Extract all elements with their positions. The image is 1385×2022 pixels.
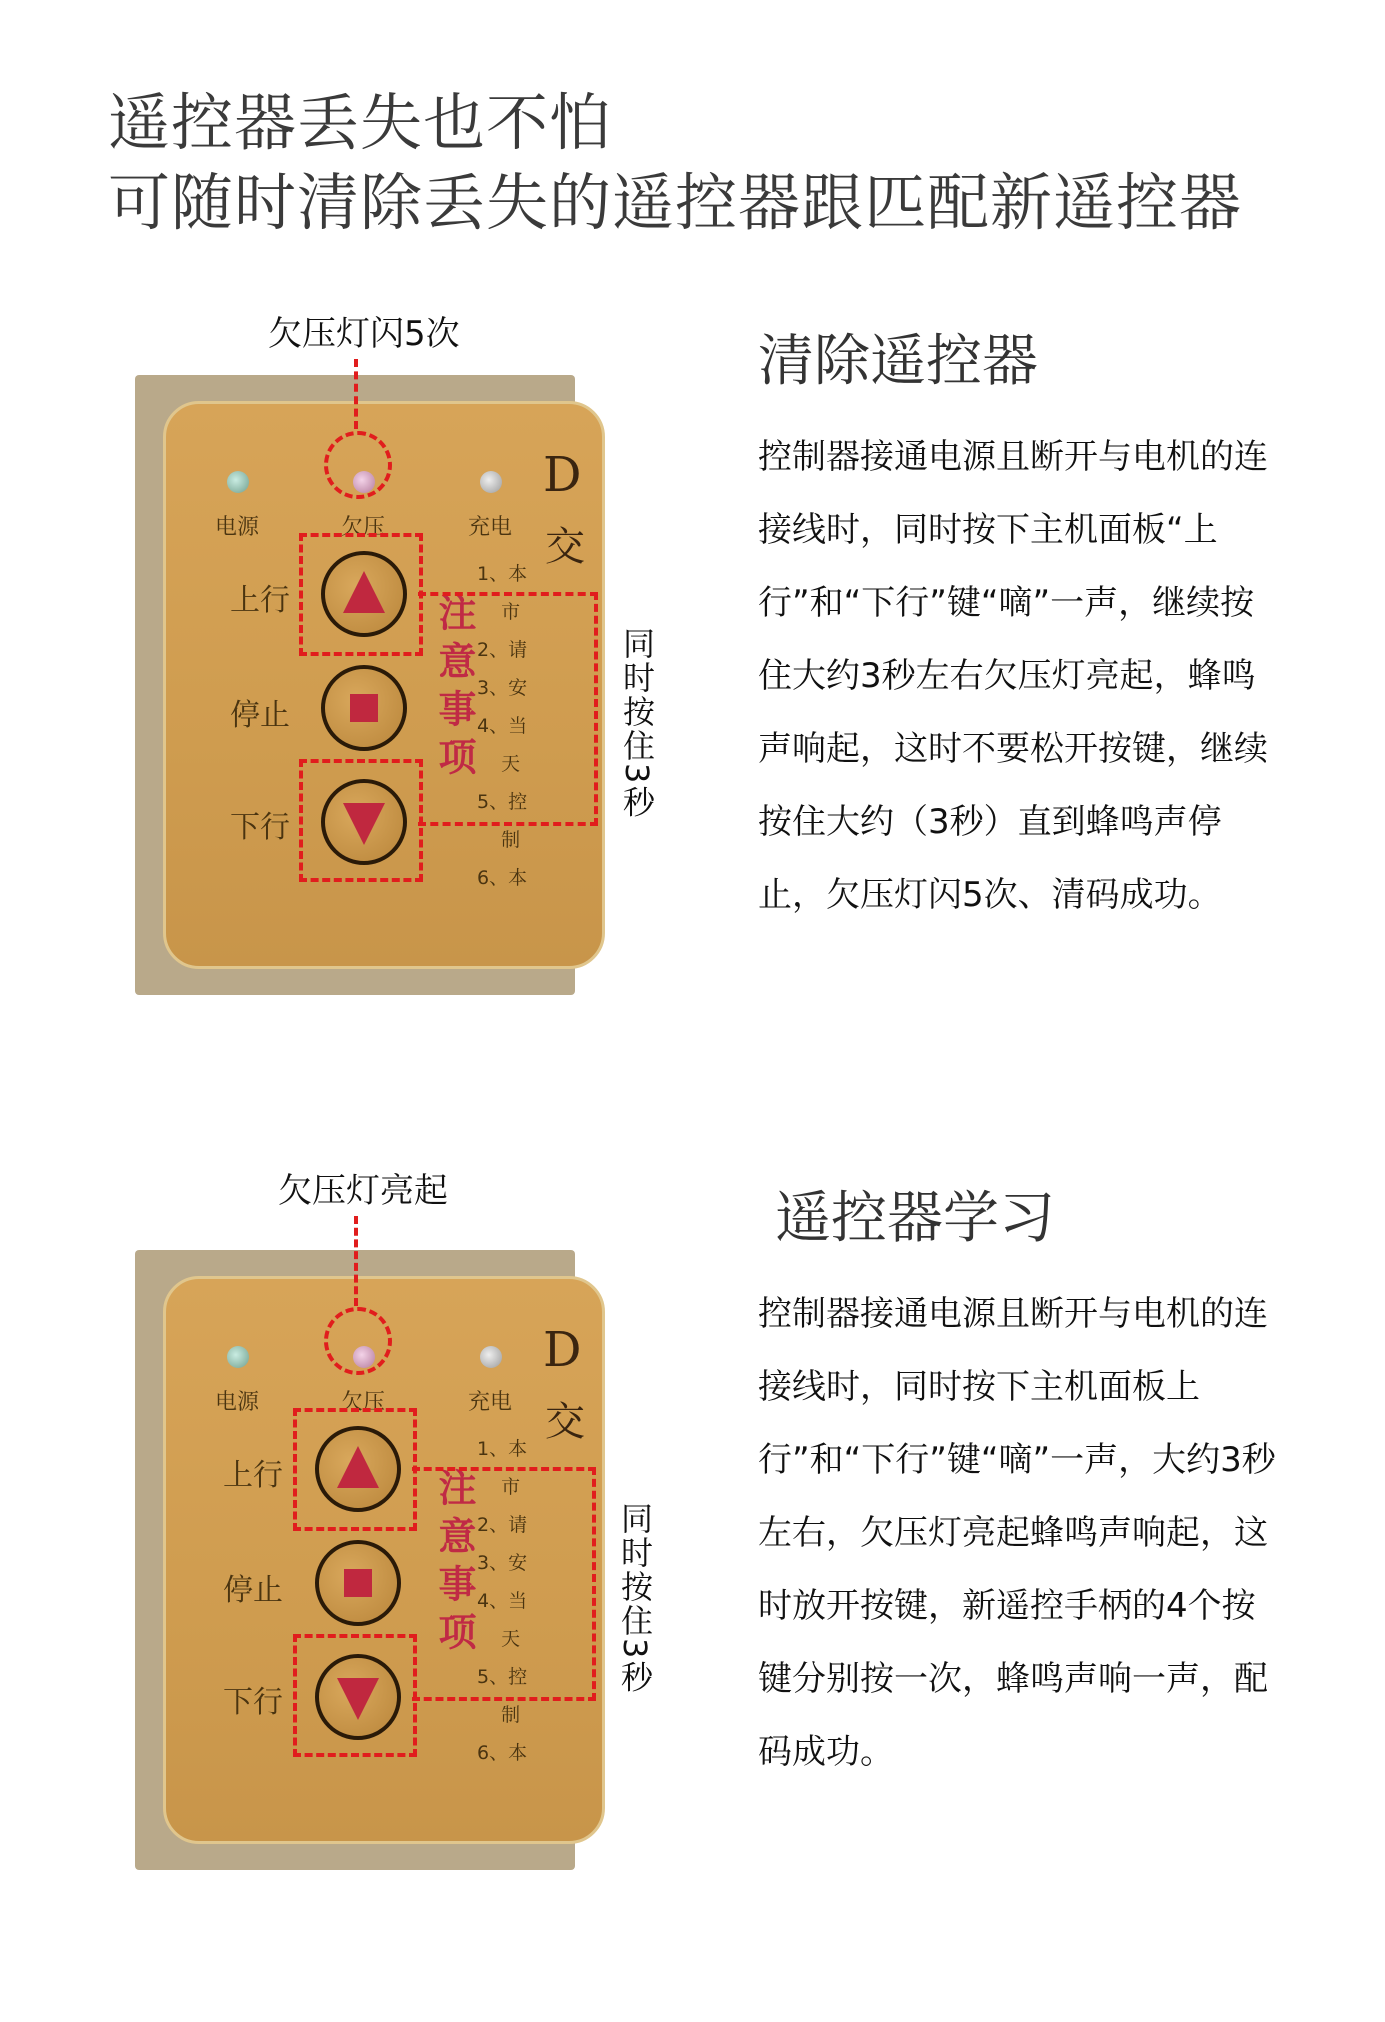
charge-led-icon bbox=[480, 1346, 502, 1368]
down-button-label: 下行 bbox=[230, 810, 290, 845]
hold-both-bracket bbox=[412, 1467, 596, 1701]
notes-text: 1、本 市 2、请 3、安 4、当 天 5、控 制 6、本 bbox=[477, 563, 528, 889]
up-button-label: 上行 bbox=[230, 583, 290, 618]
model-letter: D bbox=[543, 1322, 582, 1378]
charge-led-label: 充电 bbox=[468, 515, 513, 540]
stop-button[interactable] bbox=[315, 1540, 401, 1626]
notice-title: 注意事项 bbox=[432, 1468, 477, 1660]
power-led-icon bbox=[227, 471, 249, 493]
section-title: 清除遥控器 bbox=[758, 329, 1038, 394]
hold-label: 同时按住3秒 bbox=[618, 627, 656, 820]
stop-button[interactable] bbox=[321, 665, 407, 751]
callout-pointer-line bbox=[354, 359, 358, 429]
undervoltage-led-label: 欠压 bbox=[341, 515, 386, 540]
up-button-highlight bbox=[293, 1408, 417, 1531]
power-led-label: 电源 bbox=[215, 1390, 260, 1415]
undervoltage-led-label: 欠压 bbox=[341, 1390, 386, 1415]
undervoltage-led-highlight bbox=[324, 431, 392, 499]
callout-pointer-line bbox=[354, 1216, 358, 1306]
down-button-label: 下行 bbox=[223, 1685, 283, 1720]
charge-led-label: 充电 bbox=[468, 1390, 513, 1415]
section-body: 控制器接通电源且断开与电机的连接线时，同时按下主机面板“上行”和“下行”键“嘀”一声，继续按住大约3秒左右欠压灯亮起，蜂鸣声响起，这时不要松开按键，继续按住大约（3秒）直到蜂鸣声停止，欠压灯闪5次、清码成功。 bbox=[758, 437, 1268, 915]
stop-button-label: 停止 bbox=[223, 1573, 283, 1608]
hold-label: 同时按住3秒 bbox=[616, 1502, 654, 1695]
section-title: 遥控器学习 bbox=[775, 1186, 1055, 1251]
stop-square-icon bbox=[319, 1544, 397, 1622]
charge-led-icon bbox=[480, 471, 502, 493]
model-letter: D bbox=[543, 447, 582, 503]
hold-both-bracket bbox=[418, 592, 598, 826]
section-pair-remote bbox=[0, 1162, 1385, 2022]
up-button-label: 上行 bbox=[223, 1458, 283, 1493]
callout-label: 欠压灯闪5次 bbox=[268, 314, 460, 354]
down-button-highlight bbox=[299, 759, 423, 882]
model-partial-char: 交 bbox=[545, 1399, 585, 1445]
headline-line-2: 可随时清除丢失的遥控器跟匹配新遥控器 bbox=[108, 166, 1243, 239]
notice-title: 注意事项 bbox=[432, 593, 477, 785]
stop-square-icon bbox=[325, 669, 403, 747]
model-partial-char: 交 bbox=[545, 524, 585, 570]
undervoltage-led-highlight bbox=[324, 1307, 392, 1375]
down-button-highlight bbox=[293, 1634, 417, 1757]
callout-label: 欠压灯亮起 bbox=[278, 1171, 448, 1211]
power-led-label: 电源 bbox=[215, 515, 260, 540]
up-button-highlight bbox=[299, 533, 423, 656]
section-clear-remote bbox=[0, 305, 1385, 1165]
notes-text: 1、本 市 2、请 3、安 4、当 天 5、控 制 6、本 bbox=[477, 1438, 528, 1764]
headline-line-1: 遥控器丢失也不怕 bbox=[108, 86, 613, 159]
power-led-icon bbox=[227, 1346, 249, 1368]
section-body: 控制器接通电源且断开与电机的连接线时，同时按下主机面板上行”和“下行”键“嘀”一声，大约3秒左右，欠压灯亮起蜂鸣声响起，这时放开按键，新遥控手柄的4个按键分别按一次，蜂鸣声响一声，配码成功。 bbox=[758, 1294, 1276, 1772]
stop-button-label: 停止 bbox=[230, 698, 290, 733]
